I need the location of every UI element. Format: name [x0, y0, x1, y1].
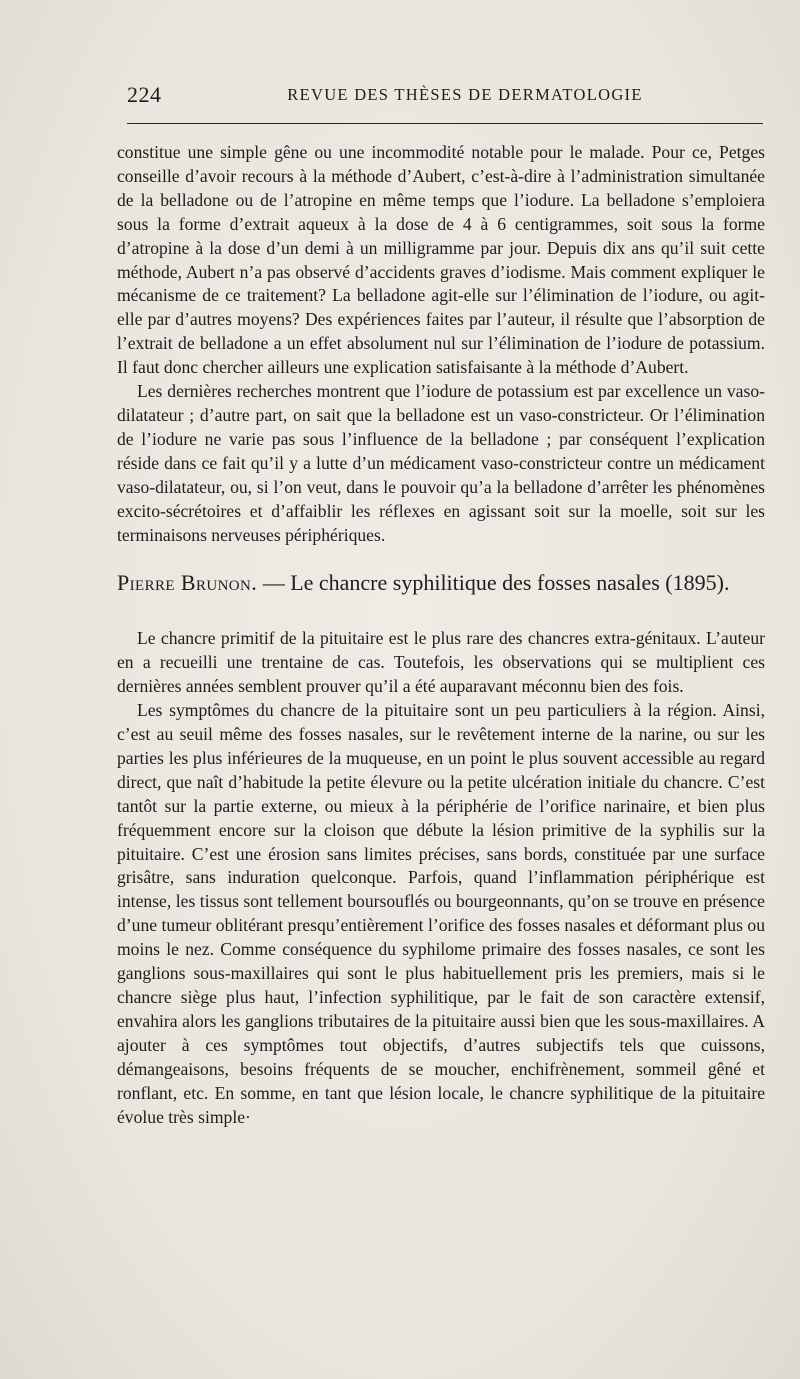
paragraph-continuation: constitue une simple gêne ou une incommodité notable pour le malade. Pour ce, Petges conseille d’avoir recours à la méthode d’Aubert, c’est-à-dire à l’administration simultanée de la belladone ou de l’atropine en même temps que l’iodure. La belladone s’emploiera sous la forme d’extrait aqueux à la dose de 4 à 6 centigrammes, soit sous la forme d’atropine à la dose d’un demi à un milligramme par jour. Depuis dix ans qu’il suit cette méthode, Aubert n’a pas observé d’accidents graves d’iodisme. Mais comment expliquer le mécanisme de ce traitement? La belladone agit-elle sur l’élimination de l’iodure, ou agit-elle par d’autres moyens? Des expériences faites par l’auteur, il résulte que l’absorption de l’extrait de belladone a un effet absolument nul sur l’élimination de l’iodure de potassium. Il faut donc chercher ailleurs une explication satisfaisante à la méthode d’Aubert.: [117, 142, 765, 378]
paragraph: Les dernières recherches montrent que l’iodure de potassium est par excellence un vaso-dilatateur ; d’autre part, on sait que la belladone est un vaso-constricteur. Or l’élimination de l’iodure ne varie pas sous l’influence de la belladone ; par conséquent l’explication réside dans ce fait qu’il y a lutte d’un médicament vaso-constricteur contre un médicament vaso-dilatateur, ou, si l’on veut, dans le pouvoir qu’a la belladone d’arrêter les phénomènes excito-sécrétoires et d’affaiblir les réflexes en agissant soit sur la moelle, soit sur les terminaisons nerveuses périphériques.: [117, 381, 765, 545]
running-title: REVUE DES THÈSES DE DERMATOLOGIE: [287, 85, 643, 104]
page-header: [127, 78, 763, 112]
article-body: [117, 141, 765, 1129]
header-rule: [127, 123, 763, 124]
paragraph: Le chancre primitif de la pituitaire est le plus rare des chancres extra-génitaux. L’auteur en a recueilli une trentaine de cas. Toutefois, les observations qui se multiplient ces dernières années semblent prouver qu’il a été auparavant méconnu bien des fois.: [117, 628, 765, 697]
page-number: 224: [127, 82, 162, 107]
heading-separator: —: [257, 570, 291, 596]
section-heading: [117, 569, 765, 597]
paragraph: Les symptômes du chancre de la pituitaire sont un peu particuliers à la région. Ainsi, c’est au seuil même des fosses nasales, sur le revêtement interne de la narine, ou sur les parties les plus inférieures de la muqueuse, en un point le plus souvent accessible au regard direct, que naît d’habitude la petite élevure ou la petite ulcération initiale du chancre. C’est tantôt sur la partie externe, ou mieux à la périphérie de l’orifice narinaire, et bien plus fréquemment encore sur la cloison que débute la lésion primitive de la syphilis sur la pituitaire. C’est une érosion sans limites précises, sans bords, constituée par une surface grisâtre, sans induration quelconque. Parfois, quand l’inflammation périphérique est intense, les tissus sont tellement boursouflés ou bourgeonnants, qu’on se trouve en présence d’une tumeur oblitérant presqu’entièrement l’orifice des fosses nasales et déformant plus ou moins le nez. Comme conséquence du syphilome primaire des fosses nasales, ce sont les ganglions sous-maxillaires qui sont le plus habituellement pris les premiers, mais si le chancre siège plus haut, l’infection syphilitique, par le fait de son caractère extensif, envahira alors les ganglions tributaires de la pituitaire aussi bien que les sous-maxillaires. A ajouter à ces symptômes tout objectifs, d’autres subjectifs tels que cuissons, démangeaisons, besoins fréquents de se moucher, enchifrènement, sommeil gêné et ronflant, etc. En somme, en tant que lésion locale, le chancre syphilitique de la pituitaire évolue très simple·: [117, 700, 765, 1127]
section-author: Pierre Brunon.: [117, 570, 258, 596]
section-title: Le chancre syphilitique des fosses nasales (1895).: [290, 570, 730, 596]
